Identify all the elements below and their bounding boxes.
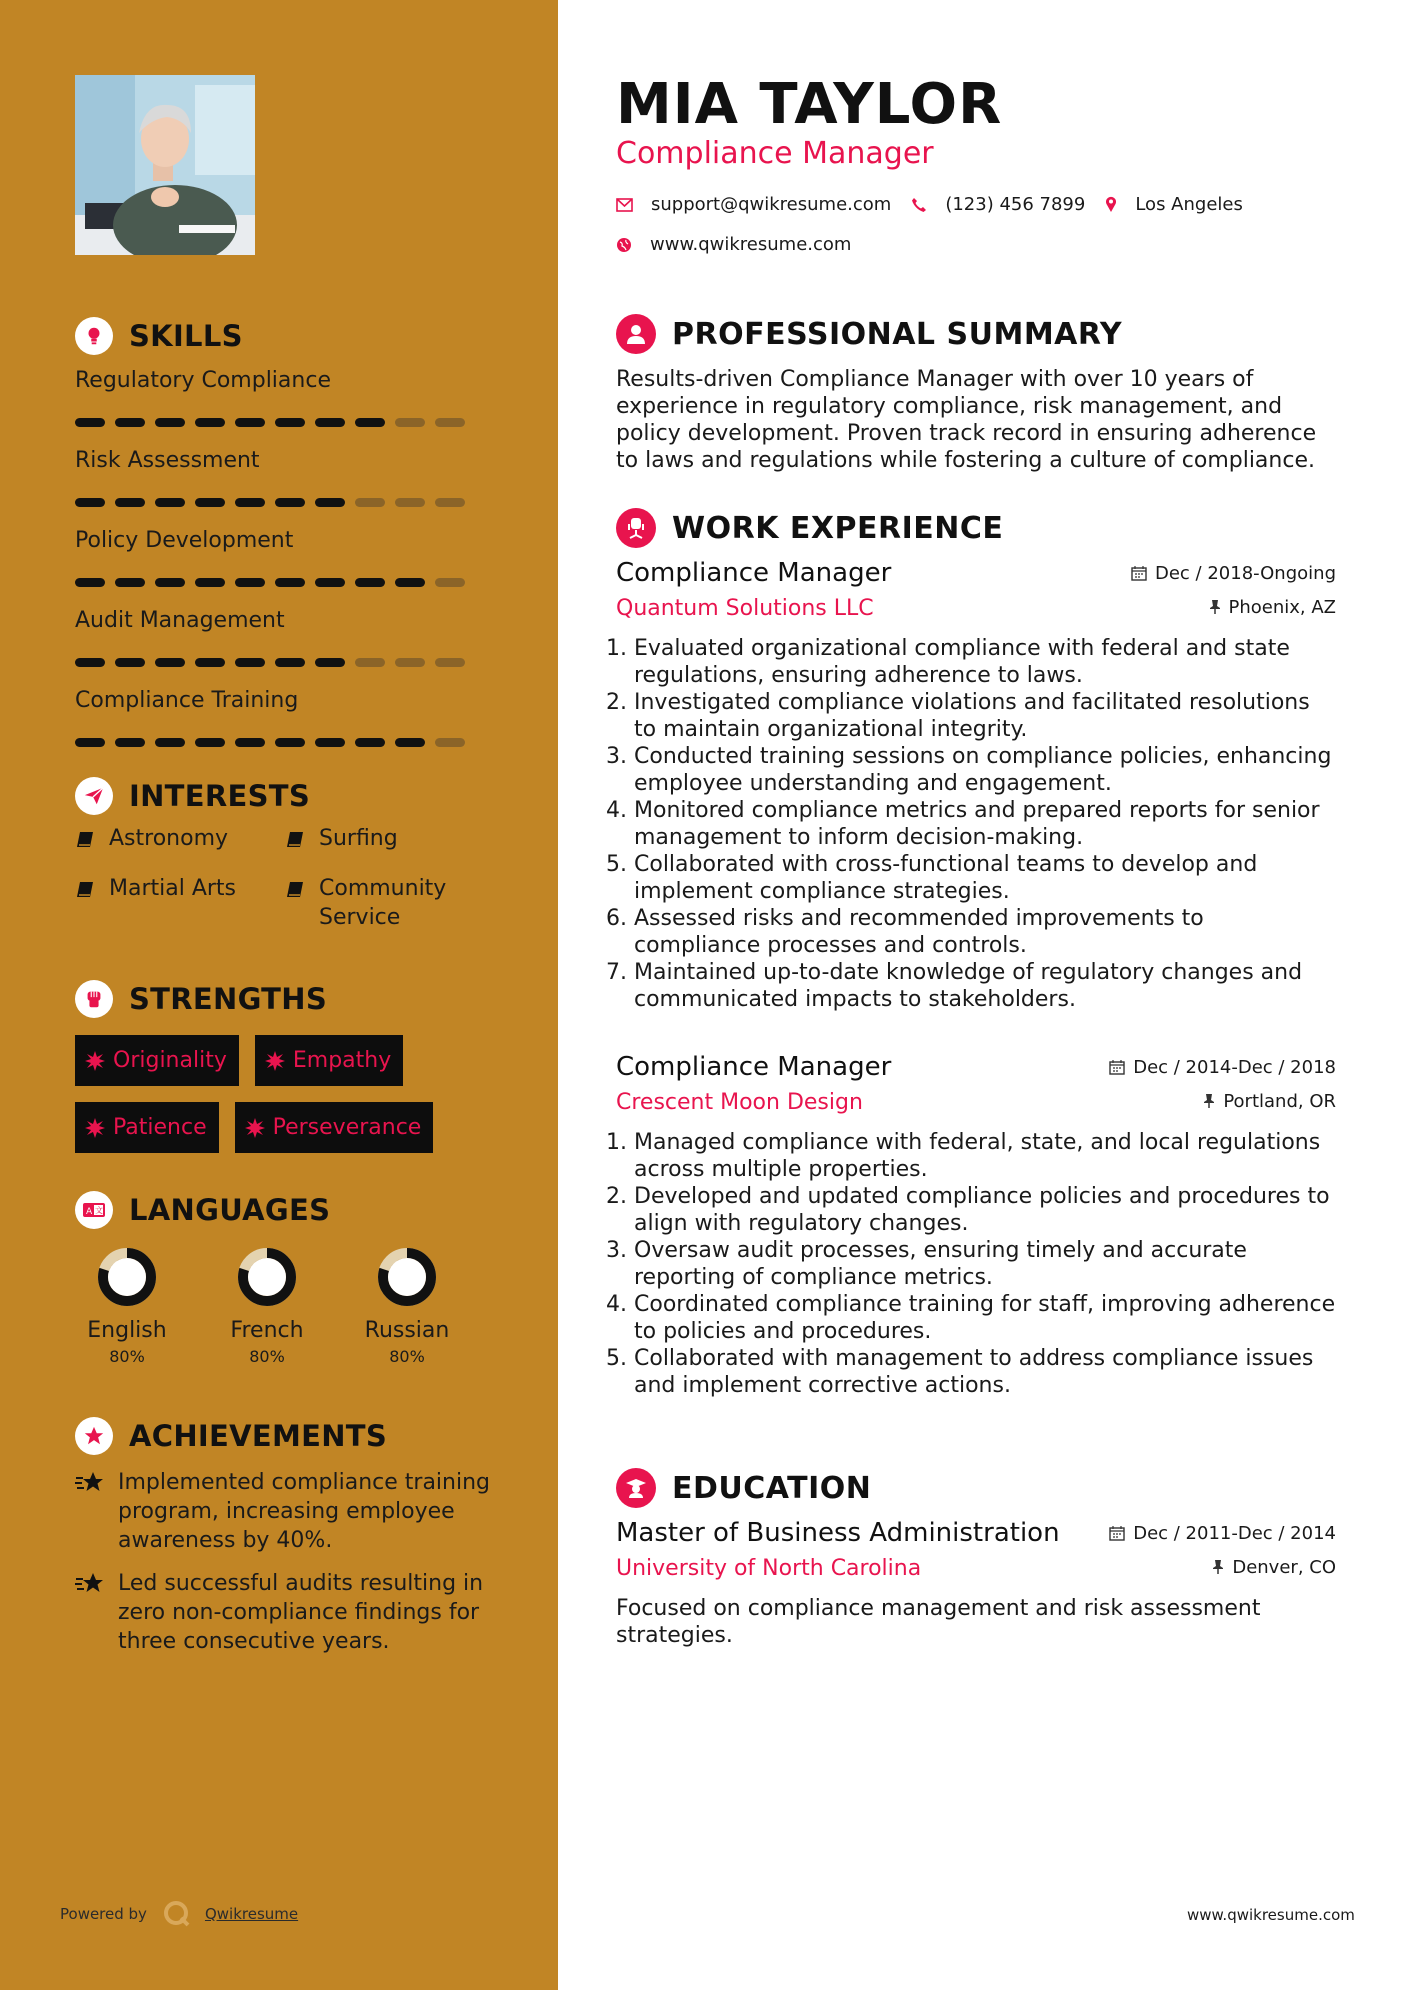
candidate-name: MIA TAYLOR: [616, 72, 1003, 137]
skill-level-bar: [75, 738, 495, 748]
skill-dash-empty: [435, 418, 465, 427]
skill-dash-filled: [355, 418, 385, 427]
languages-section: [75, 1190, 495, 1366]
svg-text:文: 文: [95, 1206, 103, 1215]
interest-label: Martial Arts: [109, 876, 237, 901]
language-item: [57, 1246, 197, 1366]
skill-dash-filled: [115, 418, 145, 427]
shooting-star-icon: [75, 1470, 107, 1500]
skill-dash-filled: [155, 578, 185, 587]
skill-dash-filled: [315, 418, 345, 427]
book-icon: [75, 879, 97, 908]
graduate-icon: [616, 1468, 656, 1508]
pushpin-icon: [1212, 1559, 1224, 1575]
interest-label: Astronomy: [109, 826, 229, 851]
interests-section: [75, 776, 495, 932]
skill-level-bar: [75, 578, 495, 588]
book-icon: [285, 879, 307, 908]
skill-dash-empty: [355, 498, 385, 507]
calendar-icon: [1109, 1525, 1125, 1541]
skill-dash-filled: [315, 578, 345, 587]
calendar-icon: [1109, 1059, 1125, 1075]
strength-label: Empathy: [292, 1048, 392, 1073]
phone-icon: [911, 197, 927, 213]
skill-level-bar: [75, 658, 495, 668]
contact-row: [616, 194, 1263, 215]
education-degree: Master of Business Administration: [616, 1518, 1060, 1548]
interest-item: [285, 824, 485, 858]
achievements-header: [75, 1416, 495, 1456]
skill-dash-empty: [435, 578, 465, 587]
job-responsibilities: [616, 635, 1336, 1013]
strengths-list: [75, 1035, 475, 1153]
strength-tag: [75, 1035, 239, 1086]
skill-dash-filled: [275, 578, 305, 587]
skill-dash-filled: [115, 578, 145, 587]
lightbulb-icon: [75, 317, 113, 355]
job-responsibility: 1. Managed compliance with federal, state, and local regulations across multiple properties.: [634, 1129, 1336, 1183]
job-responsibility: 2. Investigated compliance violations and facilitated resolutions to maintain organizational integrity.: [634, 689, 1336, 743]
language-percent: 80%: [249, 1347, 285, 1366]
skill-dash-filled: [75, 418, 105, 427]
interest-item: [75, 874, 285, 932]
strength-label: Patience: [113, 1115, 207, 1140]
strengths-header: [75, 979, 495, 1019]
language-progress-ring: [96, 1246, 158, 1308]
education-heading: EDUCATION: [672, 1470, 872, 1506]
skill-dash-empty: [435, 738, 465, 747]
experience-header: [616, 508, 1003, 548]
job-responsibilities: [616, 1129, 1336, 1399]
job-entry: [616, 558, 1336, 1013]
language-name: English: [87, 1318, 167, 1343]
candidate-title: Compliance Manager: [616, 136, 934, 171]
strength-tag: [75, 1102, 219, 1153]
powered-by-label: Powered by: [60, 1905, 147, 1923]
skill-dash-filled: [195, 418, 225, 427]
contact-location: Los Angeles: [1135, 194, 1243, 215]
education-degree-row: [616, 1518, 1336, 1548]
skill-dash-filled: [315, 738, 345, 747]
skill-dash-filled: [75, 498, 105, 507]
skill-dash-filled: [235, 658, 265, 667]
skill-dash-filled: [235, 578, 265, 587]
education-school: University of North Carolina: [616, 1556, 922, 1581]
skill-dash-empty: [355, 658, 385, 667]
envelope-icon: [616, 198, 633, 212]
strength-tag: [255, 1035, 403, 1086]
skill-dash-filled: [155, 738, 185, 747]
skill-dash-filled: [395, 738, 425, 747]
language-ring-hole: [113, 1263, 141, 1291]
job-responsibility: 2. Developed and updated compliance policies and procedures to align with regulatory changes.: [634, 1183, 1336, 1237]
skill-dash-filled: [155, 658, 185, 667]
skill-dash-filled: [315, 658, 345, 667]
achievements-list: [75, 1468, 495, 1656]
job-responsibility: 6. Assessed risks and recommended improvements to compliance processes and controls.: [634, 905, 1336, 959]
job-company-row: [616, 596, 1336, 621]
job-responsibility: 4. Monitored compliance metrics and prepared reports for senior management to inform decision-making.: [634, 797, 1336, 851]
strength-label: Perseverance: [272, 1115, 422, 1140]
achievements-heading: ACHIEVEMENTS: [129, 1419, 388, 1453]
job-responsibility: 5. Collaborated with cross-functional teams to develop and implement compliance strategies.: [634, 851, 1336, 905]
achievements-section: [75, 1416, 495, 1656]
achievement-item: [75, 1569, 495, 1656]
skill-dash-filled: [115, 738, 145, 747]
skill-dash-filled: [115, 498, 145, 507]
starburst-icon: [245, 1118, 265, 1138]
job-date-text: Dec / 2018-Ongoing: [1155, 562, 1336, 584]
job-title-row: [616, 558, 1336, 588]
skill-dash-filled: [155, 498, 185, 507]
footer-website[interactable]: www.qwikresume.com: [1187, 1906, 1355, 1924]
calendar-icon: [1131, 565, 1147, 581]
skills-section: [75, 316, 495, 766]
achievement-item: [75, 1468, 495, 1555]
star-icon: [75, 1417, 113, 1455]
contact-email[interactable]: support@qwikresume.com: [651, 194, 892, 215]
job-responsibility: 3. Oversaw audit processes, ensuring timely and accurate reporting of compliance metrics.: [634, 1237, 1336, 1291]
skills-heading: SKILLS: [129, 319, 243, 353]
interests-list: [75, 824, 495, 932]
shooting-star-icon: [75, 1571, 107, 1601]
qwikresume-link[interactable]: Qwikresume: [204, 1905, 299, 1923]
language-percent: 80%: [109, 1347, 145, 1366]
book-icon: [75, 829, 97, 858]
language-progress-ring: [376, 1246, 438, 1308]
skill-dash-filled: [315, 498, 345, 507]
skill-dash-empty: [435, 658, 465, 667]
pushpin-icon: [1209, 599, 1221, 615]
skill-dash-filled: [275, 418, 305, 427]
education-header: [616, 1468, 871, 1508]
languages-list: [75, 1246, 495, 1366]
skill-dash-empty: [395, 498, 425, 507]
skill-dash-filled: [195, 578, 225, 587]
skill-dash-filled: [275, 658, 305, 667]
globe-icon: [616, 237, 632, 253]
interests-heading: INTERESTS: [129, 779, 311, 813]
skill-name: Regulatory Compliance: [75, 368, 331, 393]
contact-row-website: [616, 234, 871, 255]
raised-fist-icon: [75, 980, 113, 1018]
skill-level-bar: [75, 498, 495, 508]
paper-plane-icon: [75, 777, 113, 815]
contact-website[interactable]: www.qwikresume.com: [650, 234, 852, 255]
job-responsibility: 1. Evaluated organizational compliance with federal and state regulations, ensuring adherence to laws.: [634, 635, 1336, 689]
skill-dash-filled: [275, 498, 305, 507]
education-entry: [616, 1518, 1336, 1649]
skill-dash-empty: [395, 658, 425, 667]
skill-dash-filled: [75, 578, 105, 587]
education-location: [1212, 1557, 1336, 1578]
skill-dash-empty: [435, 498, 465, 507]
language-percent: 80%: [389, 1347, 425, 1366]
experience-heading: WORK EXPERIENCE: [672, 510, 1004, 546]
skill-dash-filled: [195, 498, 225, 507]
skill-dash-filled: [75, 658, 105, 667]
office-chair-icon: [616, 508, 656, 548]
language-item: [197, 1246, 337, 1366]
skill-dash-filled: [115, 658, 145, 667]
skill-dash-filled: [155, 418, 185, 427]
svg-text:A: A: [86, 1207, 93, 1217]
interests-header: [75, 776, 495, 816]
job-entry: [616, 1052, 1336, 1399]
job-company: Quantum Solutions LLC: [616, 596, 874, 621]
profile-photo: [75, 75, 255, 255]
starburst-icon: [85, 1118, 105, 1138]
skill-dash-filled: [235, 418, 265, 427]
education-location-text: Denver, CO: [1232, 1556, 1336, 1578]
achievement-text: Led successful audits resulting in zero non-compliance findings for three consecutive years.: [118, 1571, 484, 1654]
job-title: Compliance Manager: [616, 1052, 892, 1082]
language-name: Russian: [364, 1318, 450, 1343]
job-company: Crescent Moon Design: [616, 1090, 863, 1115]
job-location: [1209, 597, 1337, 618]
job-responsibility: 4. Coordinated compliance training for staff, improving adherence to policies and procedures.: [634, 1291, 1336, 1345]
education-date-text: Dec / 2011-Dec / 2014: [1133, 1522, 1336, 1544]
skill-level-bar: [75, 418, 495, 428]
job-title-row: [616, 1052, 1336, 1082]
language-progress-ring: [236, 1246, 298, 1308]
starburst-icon: [85, 1051, 105, 1071]
education-date: [1109, 1523, 1336, 1544]
languages-heading: LANGUAGES: [129, 1193, 331, 1227]
translate-icon: [75, 1191, 113, 1229]
powered-by: [60, 1900, 298, 1928]
contact-phone[interactable]: (123) 456 7899: [945, 194, 1086, 215]
job-location-text: Phoenix, AZ: [1228, 596, 1336, 618]
skill-dash-filled: [275, 738, 305, 747]
skill-dash-empty: [395, 418, 425, 427]
skills-header: [75, 316, 495, 356]
job-responsibility: 3. Conducted training sessions on compliance policies, enhancing employee understanding and engagement.: [634, 743, 1336, 797]
skill-dash-filled: [395, 578, 425, 587]
job-date: [1131, 563, 1336, 584]
sidebar: [0, 0, 558, 1990]
book-icon: [285, 829, 307, 858]
job-responsibility: 7. Maintained up-to-date knowledge of regulatory changes and communicated impacts to stakeholders.: [634, 959, 1336, 1013]
education-description: Focused on compliance management and risk assessment strategies.: [616, 1596, 1261, 1648]
skill-name: Policy Development: [75, 528, 294, 553]
languages-header: [75, 1190, 495, 1230]
summary-text: Results-driven Compliance Manager with over 10 years of experience in regulatory compliance, risk management, and policy development. Proven track record in ensuring adherence to laws and regulations while fostering a culture of compliance.: [616, 367, 1317, 473]
interest-label: Community Service: [319, 876, 447, 930]
job-location-text: Portland, OR: [1223, 1090, 1336, 1112]
summary-heading: PROFESSIONAL SUMMARY: [672, 316, 1123, 352]
skill-dash-filled: [235, 738, 265, 747]
job-date-text: Dec / 2014-Dec / 2018: [1133, 1056, 1336, 1078]
map-pin-icon: [1105, 196, 1117, 213]
skill-dash-filled: [355, 738, 385, 747]
strength-tag: [235, 1102, 434, 1153]
skill-dash-filled: [355, 578, 385, 587]
language-item: [337, 1246, 477, 1366]
skill-dash-filled: [195, 658, 225, 667]
skill-name: Audit Management: [75, 608, 285, 633]
starburst-icon: [265, 1051, 285, 1071]
skills-list: [75, 366, 495, 748]
achievement-text: Implemented compliance training program, increasing employee awareness by 40%.: [118, 1470, 491, 1553]
user-icon: [616, 314, 656, 354]
strength-label: Originality: [113, 1048, 227, 1073]
interest-item: [285, 874, 485, 932]
strengths-section: [75, 979, 495, 1153]
pushpin-icon: [1203, 1093, 1215, 1109]
job-company-row: [616, 1090, 1336, 1115]
qwikresume-logo-icon: [163, 1900, 191, 1928]
job-date: [1109, 1057, 1336, 1078]
skill-name: Risk Assessment: [75, 448, 260, 473]
interest-label: Surfing: [319, 826, 398, 851]
strengths-heading: STRENGTHS: [129, 982, 328, 1016]
job-title: Compliance Manager: [616, 558, 892, 588]
job-responsibility: 5. Collaborated with management to address compliance issues and implement corrective actions.: [634, 1345, 1336, 1399]
language-ring-hole: [253, 1263, 281, 1291]
summary-header: [616, 314, 1122, 354]
skill-name: Compliance Training: [75, 688, 299, 713]
job-location: [1203, 1091, 1336, 1112]
language-ring-hole: [393, 1263, 421, 1291]
skill-dash-filled: [235, 498, 265, 507]
language-name: French: [230, 1318, 304, 1343]
interest-item: [75, 824, 285, 858]
skill-dash-filled: [75, 738, 105, 747]
education-school-row: [616, 1556, 1336, 1581]
skill-dash-filled: [195, 738, 225, 747]
